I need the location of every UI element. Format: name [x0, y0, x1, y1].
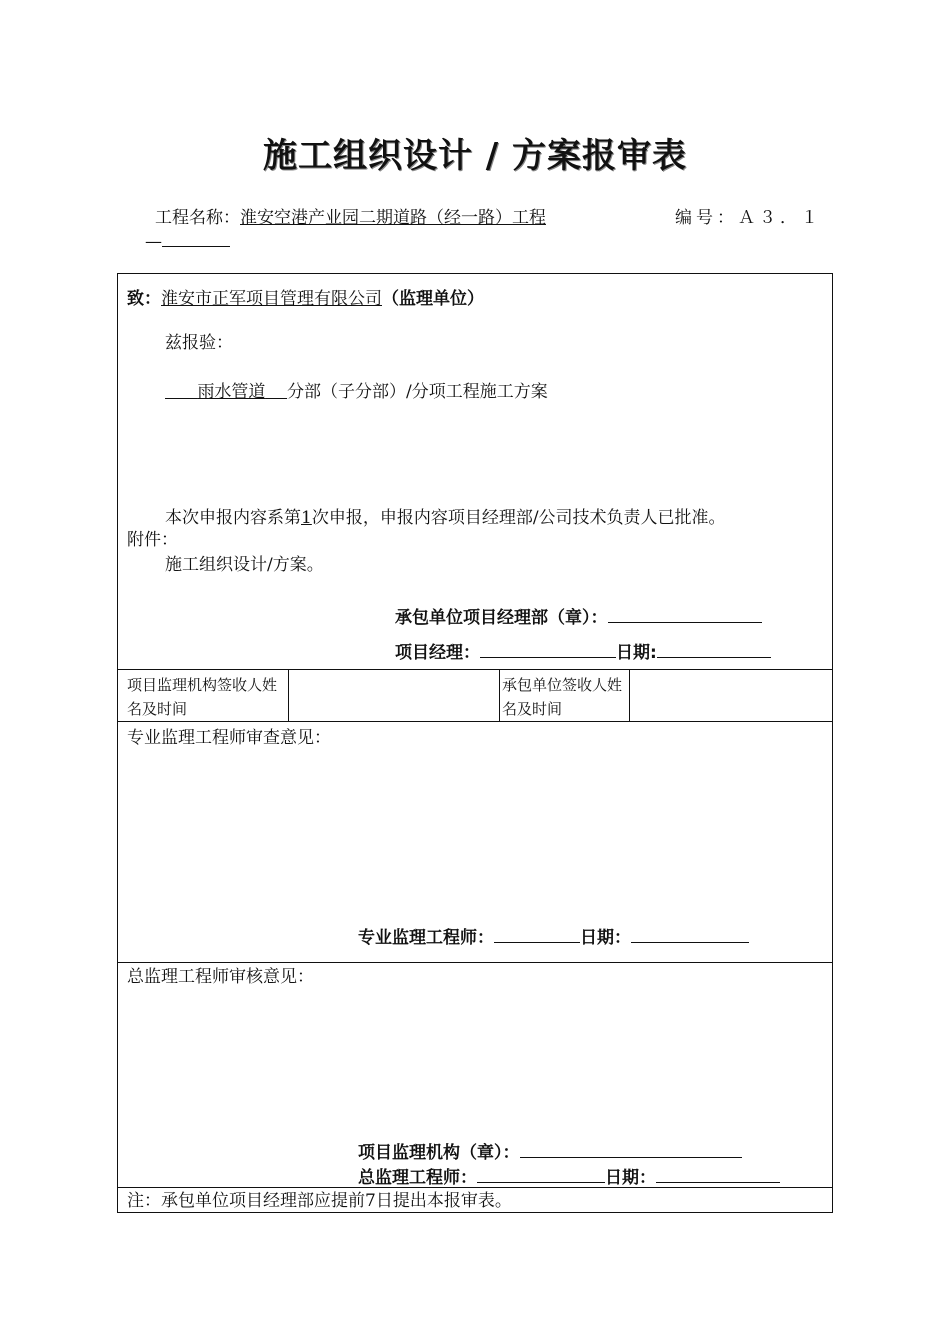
contractor-receiver-field[interactable]	[630, 670, 832, 720]
number-continuation	[145, 229, 230, 252]
divider	[118, 962, 832, 963]
supervision-org-line: 项目监理机构（章）：	[358, 1140, 742, 1164]
engineer-date-blank[interactable]	[631, 925, 749, 943]
chief-date-blank[interactable]	[656, 1165, 780, 1183]
submission-count: 1	[301, 508, 312, 528]
project-name: 淮安空港产业园二期道路（经一路）工程	[240, 208, 546, 228]
chief-review-heading: 总监理工程师审核意见：	[127, 967, 314, 987]
project-manager-line: 项目经理： 日期:	[395, 640, 771, 664]
to-company: 淮安市正军项目管理有限公司	[161, 289, 382, 309]
supervisor-receiver-field[interactable]	[289, 670, 499, 720]
number-blank	[162, 229, 230, 247]
number-value: Ａ３．１	[738, 208, 822, 228]
pm-date-blank[interactable]	[657, 640, 771, 658]
report-line: 兹报验：	[165, 333, 233, 353]
addressee-line	[127, 288, 484, 310]
submission-line: 本次申报内容系第1次申报，申报内容项目经理部/公司技术负责人已批准。	[165, 508, 726, 528]
to-suffix: （监理单位）	[382, 289, 484, 309]
engineer-review-heading: 专业监理工程师审查意见：	[127, 728, 331, 748]
engineer-signature-blank[interactable]	[494, 925, 580, 943]
attachment-item: 施工组织设计/方案。	[165, 555, 324, 575]
number-label: 编号：	[675, 208, 738, 228]
contractor-seal-blank[interactable]	[608, 605, 762, 623]
divider	[118, 1187, 832, 1188]
project-item: 雨水管道	[197, 382, 266, 402]
project-label: 工程名称：	[155, 208, 240, 228]
number-suffix: —	[145, 232, 162, 252]
project-item-suffix: 分部（子分部）/分项工程施工方案	[287, 382, 548, 402]
project-item-line	[165, 381, 548, 403]
to-label: 致：	[127, 289, 161, 309]
supervisor-receiver-label: 项目监理机构签收人姓名及时间	[127, 676, 278, 718]
number-row	[675, 203, 822, 228]
approval-form	[117, 273, 833, 1213]
attachment-label: 附件：	[127, 530, 178, 550]
divider	[118, 721, 832, 722]
contractor-dept-line: 承包单位项目经理部（章）：	[395, 605, 762, 629]
supervision-seal-blank[interactable]	[520, 1140, 742, 1158]
project-name-row	[155, 203, 546, 228]
chief-signature-blank[interactable]	[477, 1165, 605, 1183]
footer-note: 注：承包单位项目经理部应提前7日提出本报审表。	[127, 1191, 512, 1211]
divider	[499, 669, 500, 721]
pm-signature-blank[interactable]	[480, 640, 616, 658]
chief-signature-line: 总监理工程师： 日期：	[358, 1165, 780, 1189]
contractor-receiver-label: 承包单位签收人姓名及时间	[502, 676, 623, 718]
form-title: 施工组织设计 / 方案报审表	[262, 136, 688, 176]
engineer-signature-line: 专业监理工程师： 日期：	[358, 925, 749, 949]
